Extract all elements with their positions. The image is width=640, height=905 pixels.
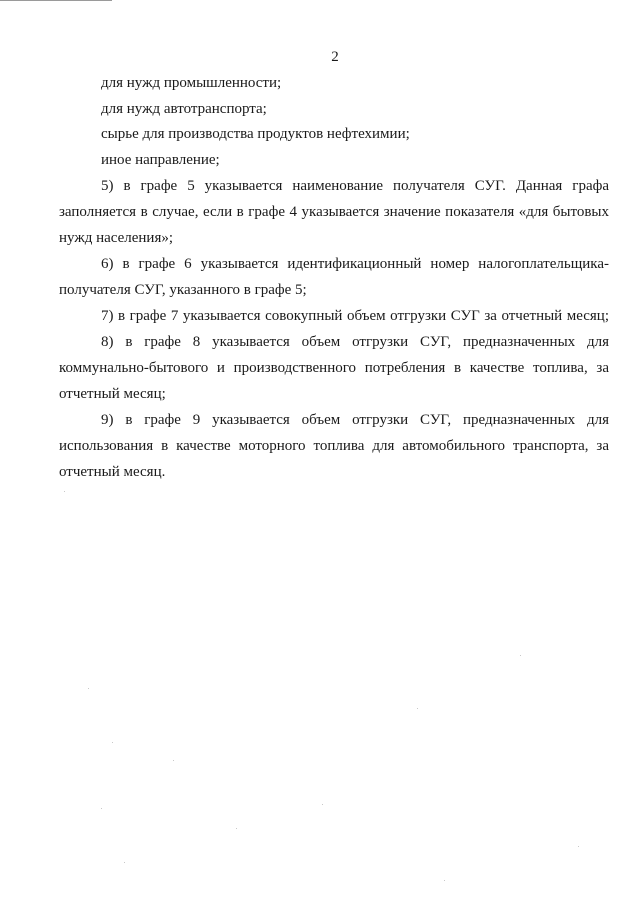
- paragraph-7: 7) в графе 7 указывается совокупный объем отгрузки СУГ за отчетный месяц;: [101, 308, 609, 324]
- paragraph-9-line-3: отчетный месяц.: [59, 464, 166, 480]
- paragraph-9-line-2: использования в качестве моторного топлива для автомобильного транспорта, за: [59, 438, 609, 454]
- scan-speck: [322, 804, 323, 805]
- paragraph-8-line-2: коммунально-бытового и производственного потребления в качестве топлива, за: [59, 360, 609, 376]
- scan-speck: [578, 846, 579, 847]
- paragraph-8-line-1: 8) в графе 8 указывается объем отгрузки СУГ, предназначенных для: [101, 334, 609, 350]
- scan-speck: [64, 491, 65, 492]
- scan-speck: [124, 862, 125, 863]
- paragraph-5-line-3: нужд населения»;: [59, 230, 174, 246]
- page-number: 2: [331, 49, 339, 65]
- paragraph-5-line-1: 5) в графе 5 указывается наименование получателя СУГ. Данная графа: [101, 178, 609, 194]
- scan-speck: [112, 742, 113, 743]
- list-line-transport: для нужд автотранспорта;: [101, 101, 267, 117]
- list-line-petrochemical: сырье для производства продуктов нефтехимии;: [101, 126, 410, 142]
- scan-speck: [101, 808, 102, 809]
- scan-speck: [417, 708, 418, 709]
- list-line-other: иное направление;: [101, 152, 220, 168]
- list-line-industry: для нужд промышленности;: [101, 75, 282, 91]
- scan-speck: [236, 828, 237, 829]
- scan-speck: [173, 760, 174, 761]
- scan-edge-mark: [0, 0, 112, 1]
- scan-speck: [88, 688, 89, 689]
- paragraph-9-line-1: 9) в графе 9 указывается объем отгрузки СУГ, предназначенных для: [101, 412, 609, 428]
- scan-speck: [520, 655, 521, 656]
- scan-speck: [444, 880, 445, 881]
- paragraph-6-line-2: получателя СУГ, указанного в графе 5;: [59, 282, 307, 298]
- paragraph-6-line-1: 6) в графе 6 указывается идентификационный номер налогоплательщика-: [101, 256, 609, 272]
- paragraph-5-line-2: заполняется в случае, если в графе 4 указывается значение показателя «для бытовых: [59, 204, 609, 220]
- paragraph-8-line-3: отчетный месяц;: [59, 386, 166, 402]
